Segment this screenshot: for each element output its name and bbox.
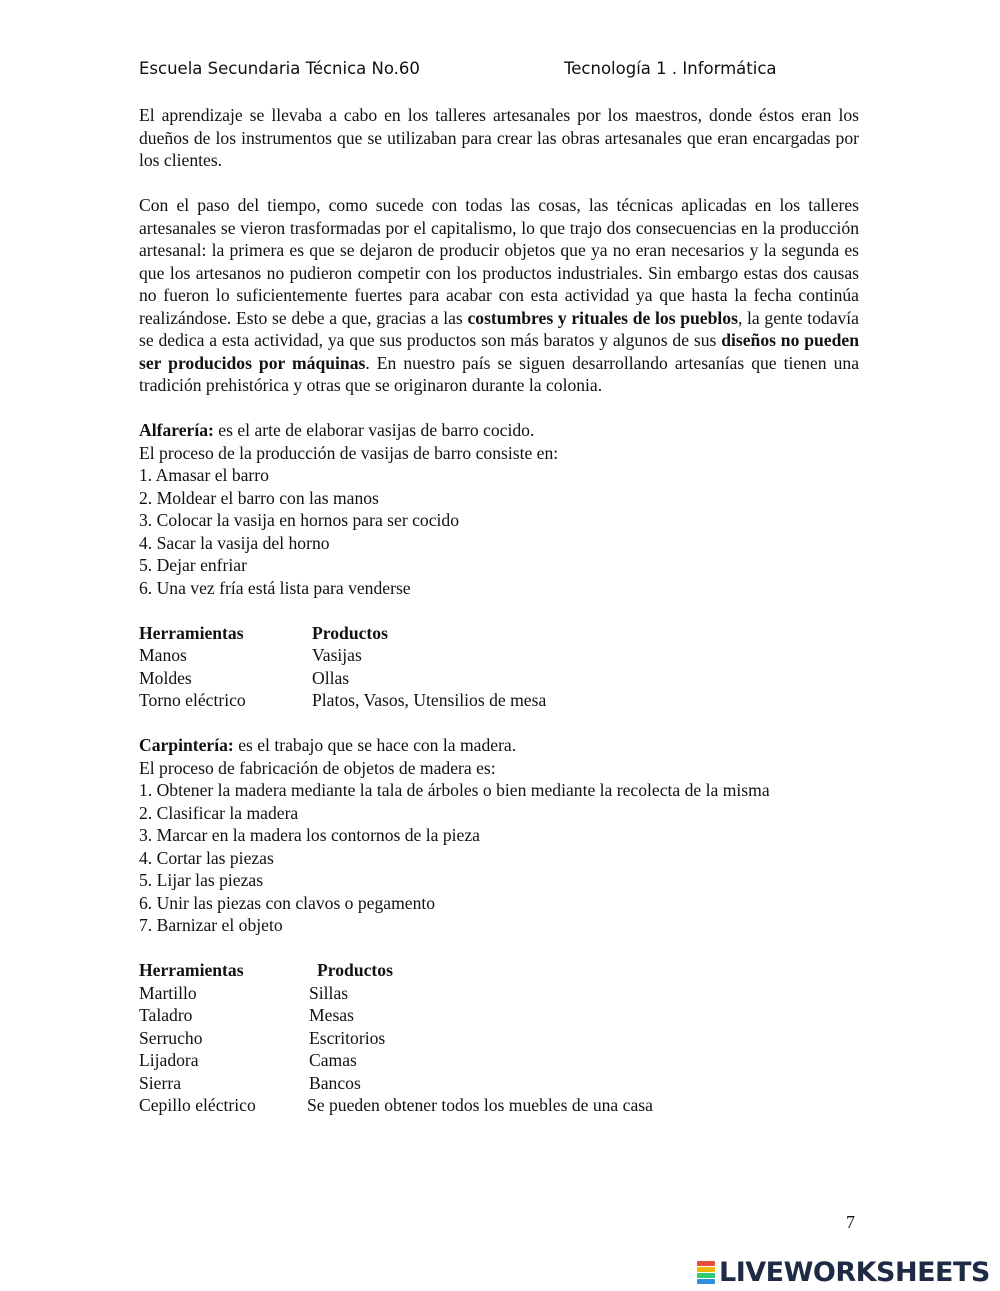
alfareria-step: 3. Colocar la vasija en hornos para ser cocido (139, 510, 459, 530)
tool-cell: Martillo (139, 982, 197, 1003)
intro-paragraph-2 (139, 194, 859, 397)
alfareria-step: 4. Sacar la vasija del horno (139, 532, 330, 553)
p2-text-1: Con el paso del tiempo, como sucede con todas las cosas, las técnicas aplicadas en los talleres artesanales se vieron trasformadas por el capitalismo, lo que trajo dos consecuencias en la producción artesanal: la primera es que se dejaron de producir objetos que ya no eran necesarios y la segunda es que los artesanos no pudieron competir con los productos industriales. Sin embargo estas dos causas no fueron lo suficientemente fuertes para acabar con esta actividad ya que hasta la fecha continúa realizándose. Esto se debe a que, gracias a las (139, 195, 859, 328)
tool-cell: Sierra (139, 1072, 182, 1093)
table-row (139, 689, 859, 712)
alfareria-step: 5. Dejar enfriar (139, 555, 247, 575)
carpinteria-term: Carpintería: (139, 735, 234, 755)
product-cell: Sillas (309, 982, 349, 1003)
product-cell: Ollas (312, 667, 350, 688)
alfareria-step: 2. Moldear el barro con las manos (139, 487, 379, 508)
carpinteria-step: 2. Clasificar la madera (139, 802, 299, 823)
alfareria-step: 1. Amasar el barro (139, 465, 269, 485)
carpinteria-table (139, 959, 859, 1117)
table-row (139, 1004, 859, 1027)
table-row (139, 667, 859, 690)
tool-cell: Lijadora (139, 1050, 199, 1070)
intro-paragraph-1: El aprendizaje se llevaba a cabo en los talleres artesanales por los maestros, donde éstos eran los dueños de los instrumentos que se utilizaban para crear las obras artesanales que eran encargadas por los clientes. (139, 105, 859, 170)
p2-bold-1: costumbres y rituales de los pueblos (467, 307, 738, 328)
product-cell: Mesas (309, 1005, 354, 1025)
brand-text: LIVEWORKSHEETS (719, 1257, 990, 1288)
product-cell: Vasijas (312, 645, 362, 665)
product-cell: Camas (309, 1050, 357, 1070)
table-header-row (139, 959, 859, 982)
table-row (139, 644, 859, 667)
school-name: Escuela Secundaria Técnica No.60 (139, 59, 420, 78)
tool-cell: Cepillo eléctrico (139, 1095, 256, 1115)
carpinteria-process-intro: El proceso de fabricación de objetos de madera es: (139, 757, 496, 778)
alfareria-table (139, 622, 859, 712)
table-row (139, 1049, 859, 1072)
product-cell: Escritorios (309, 1027, 386, 1048)
carpinteria-step: 5. Lijar las piezas (139, 870, 264, 890)
tool-cell: Serrucho (139, 1027, 203, 1048)
col-header-herramientas: Herramientas (139, 960, 244, 980)
p2-bold-2: diseños no pueden ser producidos por máquinas (139, 330, 859, 373)
table-row (139, 1072, 859, 1095)
tool-cell: Torno eléctrico (139, 690, 246, 710)
alfareria-process-intro: El proceso de la producción de vasijas de barro consiste en: (139, 442, 559, 463)
tool-cell: Moldes (139, 667, 192, 688)
tool-cell: Taladro (139, 1005, 193, 1025)
carpinteria-step: 7. Barnizar el objeto (139, 915, 283, 935)
col-header-productos: Productos (317, 960, 393, 980)
p2-text-3: . En nuestro país se siguen desarrollando artesanías que tienen una tradición prehistórica y otras que se originaron durante la colonia. (139, 352, 859, 395)
table-row (139, 1094, 859, 1117)
alfareria-definition-text: es el arte de elaborar vasijas de barro cocido. (213, 420, 535, 440)
alfareria-term: Alfarería: (139, 420, 214, 440)
col-header-productos: Productos (312, 622, 388, 643)
liveworksheets-logo-icon (697, 1261, 717, 1285)
alfareria-definition (139, 419, 859, 442)
carpinteria-step: 6. Unir las piezas con clavos o pegamento (139, 892, 436, 913)
product-cell: Bancos (309, 1072, 361, 1093)
carpinteria-step: 4. Cortar las piezas (139, 847, 274, 868)
carpinteria-definition-text: es el trabajo que se hace con la madera. (233, 735, 517, 755)
table-header-row (139, 622, 859, 645)
product-cell: Se pueden obtener todos los muebles de una casa (307, 1095, 653, 1115)
liveworksheets-brand-link[interactable] (697, 1257, 990, 1288)
col-header-herramientas: Herramientas (139, 622, 244, 643)
alfareria-step: 6. Una vez fría está lista para venderse (139, 577, 411, 598)
table-row (139, 1027, 859, 1050)
tool-cell: Manos (139, 645, 187, 665)
table-row (139, 982, 859, 1005)
carpinteria-step: 3. Marcar en la madera los contornos de la pieza (139, 825, 480, 845)
carpinteria-definition (139, 734, 859, 757)
product-cell: Platos, Vasos, Utensilios de mesa (312, 690, 547, 710)
carpinteria-step: 1. Obtener la madera mediante la tala de árboles o bien mediante la recolecta de la misma (139, 780, 770, 800)
p2-text-2: , la gente todavía se dedica a esta actividad, ya que sus productos son más baratos y algunos de sus (139, 307, 859, 350)
body-content (139, 104, 859, 1117)
subject-name: Tecnología 1 . Informática (564, 59, 777, 78)
page-number: 7 (846, 1212, 855, 1232)
